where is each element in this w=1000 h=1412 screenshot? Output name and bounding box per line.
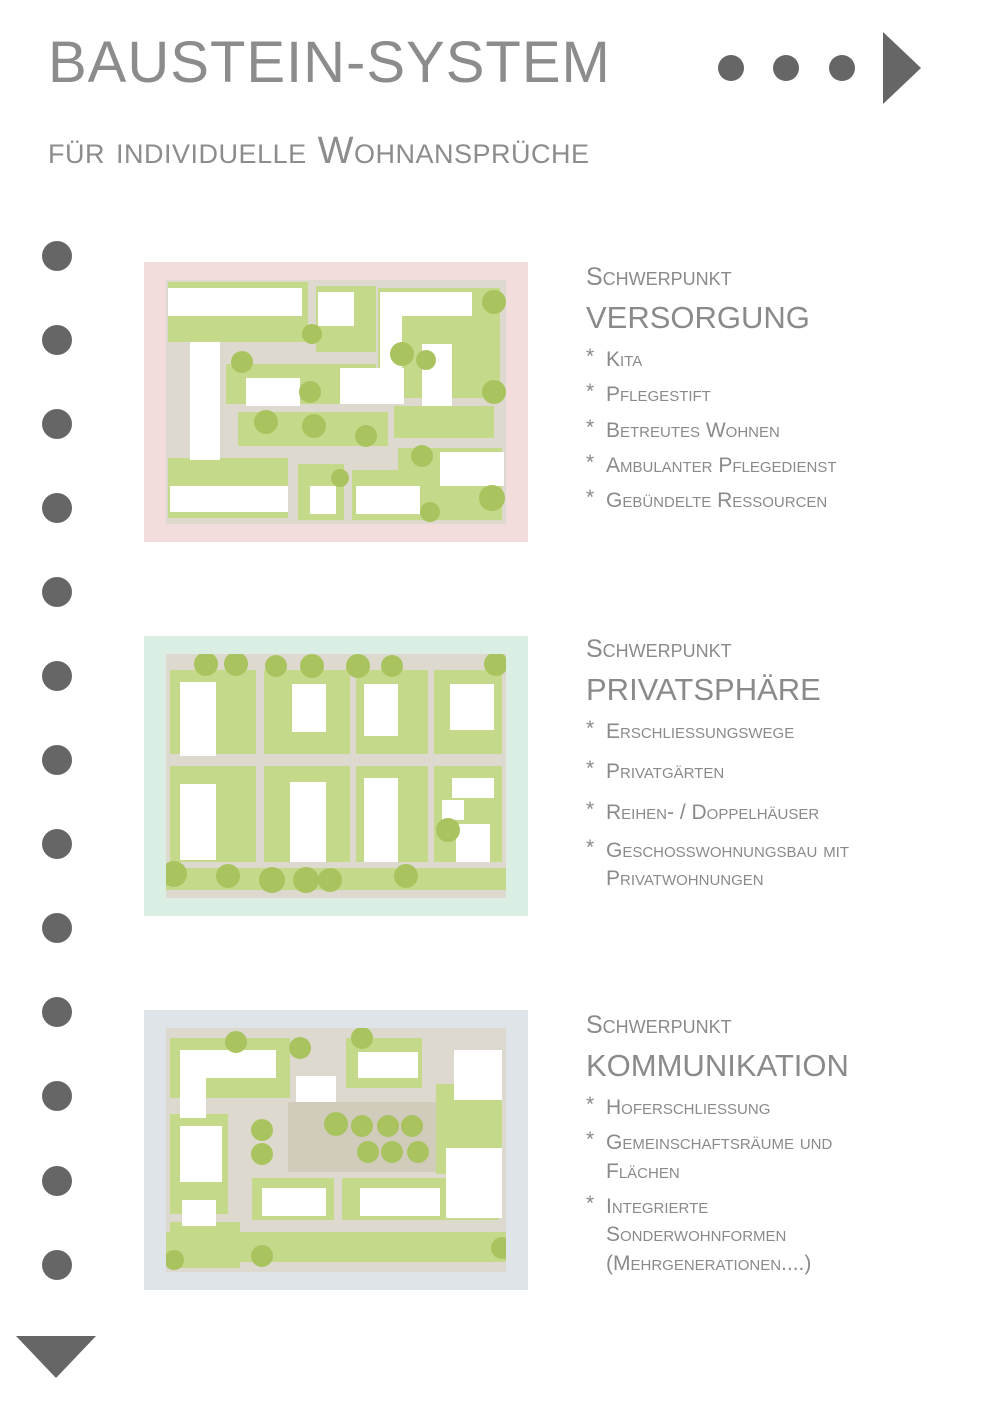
section-heading: VERSORGUNG bbox=[586, 300, 810, 336]
site-plan-privatsphaere bbox=[144, 636, 528, 916]
list-item-label: Privatgärten bbox=[606, 760, 725, 784]
list-item-label: Pflegestift bbox=[606, 383, 711, 407]
list-item bbox=[586, 799, 986, 827]
list-item bbox=[586, 837, 906, 894]
asterisk-icon: * bbox=[586, 717, 595, 740]
binder-dot-icon bbox=[42, 1250, 72, 1280]
nav-dot-icon[interactable] bbox=[718, 55, 744, 81]
list-item-label: Ambulanter Pflegedienst bbox=[606, 454, 837, 478]
binder-dot-icon bbox=[42, 577, 72, 607]
section-eyebrow: Schwerpunkt bbox=[586, 263, 732, 291]
list-item bbox=[586, 381, 986, 409]
page-title: BAUSTEIN-SYSTEM bbox=[48, 30, 611, 95]
list-item-label: Betreutes Wohnen bbox=[606, 418, 780, 442]
binder-dot-icon bbox=[42, 241, 72, 271]
asterisk-icon: * bbox=[586, 415, 595, 439]
binder-dot-icon bbox=[42, 1081, 72, 1111]
binder-dot-icon bbox=[42, 997, 72, 1027]
list-item-label: Gebündelte Ressourcen bbox=[606, 489, 828, 513]
binder-dot-icon bbox=[42, 409, 72, 439]
site-plan-image bbox=[166, 280, 506, 524]
asterisk-icon: * bbox=[586, 486, 595, 510]
section-eyebrow: Schwerpunkt bbox=[586, 635, 732, 663]
next-arrow-icon[interactable] bbox=[883, 32, 921, 104]
binder-dot-icon bbox=[42, 745, 72, 775]
asterisk-icon: * bbox=[586, 380, 595, 404]
nav-dot-icon[interactable] bbox=[773, 55, 799, 81]
list-item bbox=[586, 718, 986, 746]
asterisk-icon: * bbox=[586, 345, 595, 368]
asterisk-icon: * bbox=[586, 1128, 595, 1152]
section-heading: KOMMUNIKATION bbox=[586, 1048, 849, 1084]
asterisk-icon: * bbox=[586, 451, 595, 475]
site-plan-kommunikation bbox=[144, 1010, 528, 1290]
asterisk-icon: * bbox=[586, 1093, 595, 1116]
page-subtitle: für individuelle Wohnansprüche bbox=[48, 130, 590, 172]
list-item-label: Integrierte Sonderwohnformen (Mehrgenerationen....) bbox=[606, 1195, 812, 1275]
asterisk-icon: * bbox=[586, 836, 595, 860]
site-plan-image bbox=[166, 654, 506, 898]
site-plan-versorgung bbox=[144, 262, 528, 542]
binder-dot-icon bbox=[42, 829, 72, 859]
feature-list bbox=[586, 1094, 986, 1278]
asterisk-icon: * bbox=[586, 757, 595, 781]
list-item-label: Erschliessungswege bbox=[606, 720, 795, 743]
section-versorgung bbox=[586, 262, 986, 523]
down-arrow-icon[interactable] bbox=[16, 1336, 96, 1378]
list-item-label: Kita bbox=[606, 348, 643, 371]
list-item-label: Reihen- / Doppelhäuser bbox=[606, 800, 820, 824]
section-privatsphaere bbox=[586, 634, 986, 901]
list-item-label: Gemeinschaftsräume und Flächen bbox=[606, 1131, 833, 1183]
list-item-label: Hoferschliessung bbox=[606, 1096, 771, 1119]
list-item bbox=[586, 346, 986, 374]
list-item bbox=[586, 487, 986, 515]
section-eyebrow: Schwerpunkt bbox=[586, 1011, 732, 1039]
list-item bbox=[586, 1094, 986, 1122]
asterisk-icon: * bbox=[586, 1192, 595, 1216]
list-item bbox=[586, 1193, 846, 1278]
list-item-label: Geschosswohnungsbau mit Privatwohnungen bbox=[606, 839, 850, 891]
list-item bbox=[586, 758, 986, 786]
feature-list bbox=[586, 718, 986, 894]
binder-dot-icon bbox=[42, 661, 72, 691]
list-item bbox=[586, 417, 986, 445]
nav-dot-icon[interactable] bbox=[829, 55, 855, 81]
list-item bbox=[586, 1129, 836, 1186]
asterisk-icon: * bbox=[586, 797, 595, 821]
binder-dot-icon bbox=[42, 1166, 72, 1196]
binder-dot-icon bbox=[42, 913, 72, 943]
site-plan-image bbox=[166, 1028, 506, 1272]
feature-list bbox=[586, 346, 986, 516]
list-item bbox=[586, 452, 986, 480]
binder-dot-icon bbox=[42, 325, 72, 355]
binder-dot-icon bbox=[42, 493, 72, 523]
section-heading: PRIVATSPHÄRE bbox=[586, 672, 821, 708]
section-kommunikation bbox=[586, 1010, 986, 1285]
